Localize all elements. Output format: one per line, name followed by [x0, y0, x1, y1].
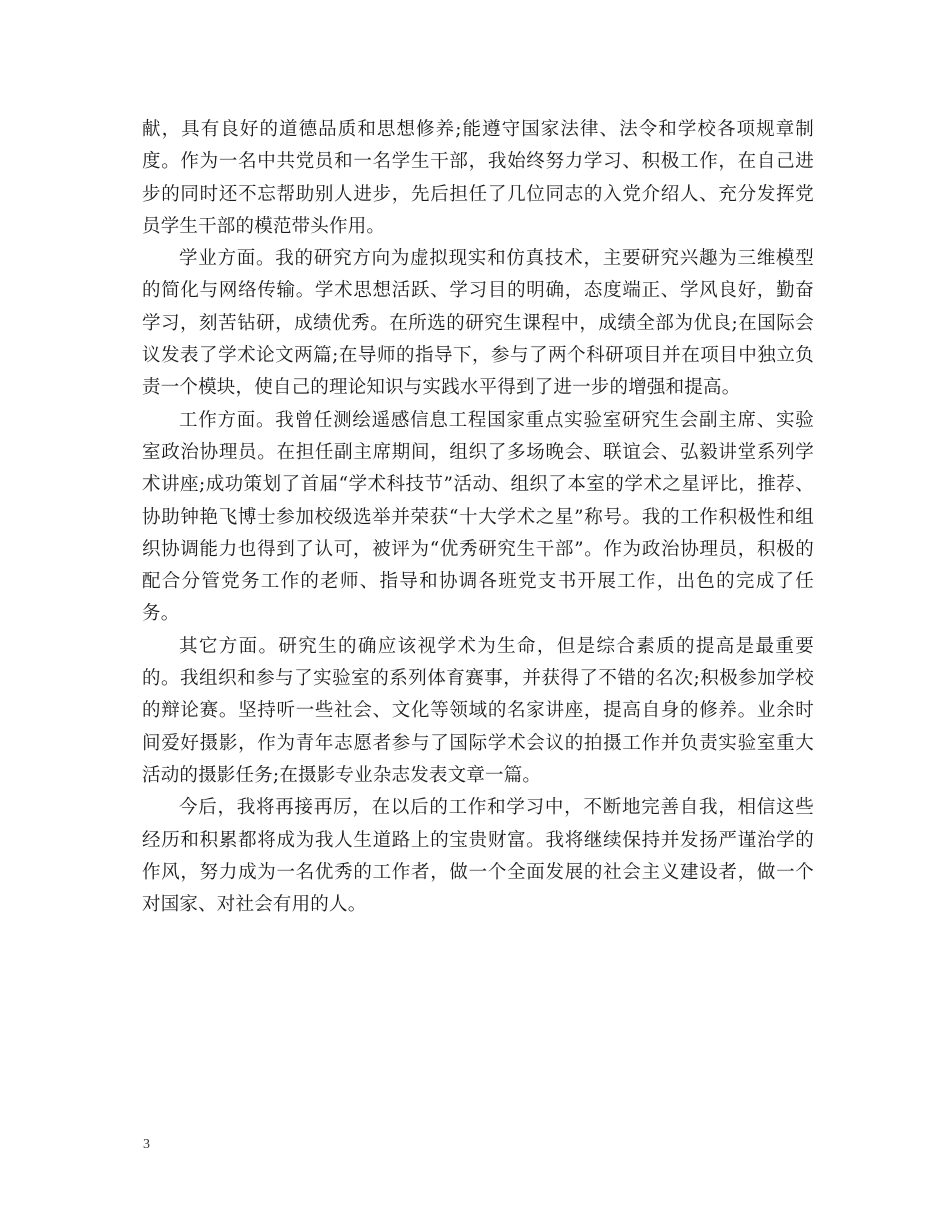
paragraph-academics: 学业方面。我的研究方向为虚拟现实和仿真技术，主要研究兴趣为三维模型的简化与网络传输。学术思想活跃、学习目的明确，态度端正、学风良好，勤奋学习，刻苦钻研，成绩优秀。在所选的研究生课程中，成绩全部为优良;在国际会议发表了学术论文两篇;在导师的指导下，参与了两个科研项目并在项目中独立负责一个模块，使自己的理论知识与实践水平得到了进一步的增强和提高。: [142, 248, 814, 399]
paragraph-future: 今后，我将再接再厉，在以后的工作和学习中，不断地完善自我，相信这些经历和积累都将成为我人生道路上的宝贵财富。我将继续保持并发扬严谨治学的作风，努力成为一名优秀的工作者，做一个全面发展的社会主义建设者，做一个对国家、对社会有用的人。: [142, 797, 814, 916]
paragraph-continuation: 献，具有良好的道德品质和思想修养;能遵守国家法律、法令和学校各项规章制度。作为一名中共党员和一名学生干部，我始终努力学习、积极工作，在自己进步的同时还不忘帮助别人进步，先后担任了几位同志的入党介绍人、充分发挥党员学生干部的模范带头作用。: [142, 119, 814, 237]
paragraph-work: 工作方面。我曾任测绘遥感信息工程国家重点实验室研究生会副主席、实验室政治协理员。在担任副主席期间，组织了多场晚会、联谊会、弘毅讲堂系列学术讲座;成功策划了首届“学术科技节”活动、组织了本室的学术之星评比，推荐、协助钟艳飞博士参加校级选举并荣获“十大学术之星”称号。我的工作积极性和组织协调能力也得到了认可，被评为“优秀研究生干部”。作为政治协理员，积极的配合分管党务工作的老师、指导和协调各班党支书开展工作，出色的完成了任务。: [142, 409, 814, 625]
page-number: 3: [143, 1137, 150, 1152]
paragraph-other: 其它方面。研究生的确应该视学术为生命，但是综合素质的提高是最重要的。我组织和参与了实验室的系列体育赛事，并获得了不错的名次;积极参加学校的辩论赛。坚持听一些社会、文化等领域的名家讲座，提高自身的修养。业余时间爱好摄影，作为青年志愿者参与了国际学术会议的拍摄工作并负责实验室重大活动的摄影任务;在摄影专业杂志发表文章一篇。: [142, 635, 814, 786]
document-body: [142, 114, 814, 921]
